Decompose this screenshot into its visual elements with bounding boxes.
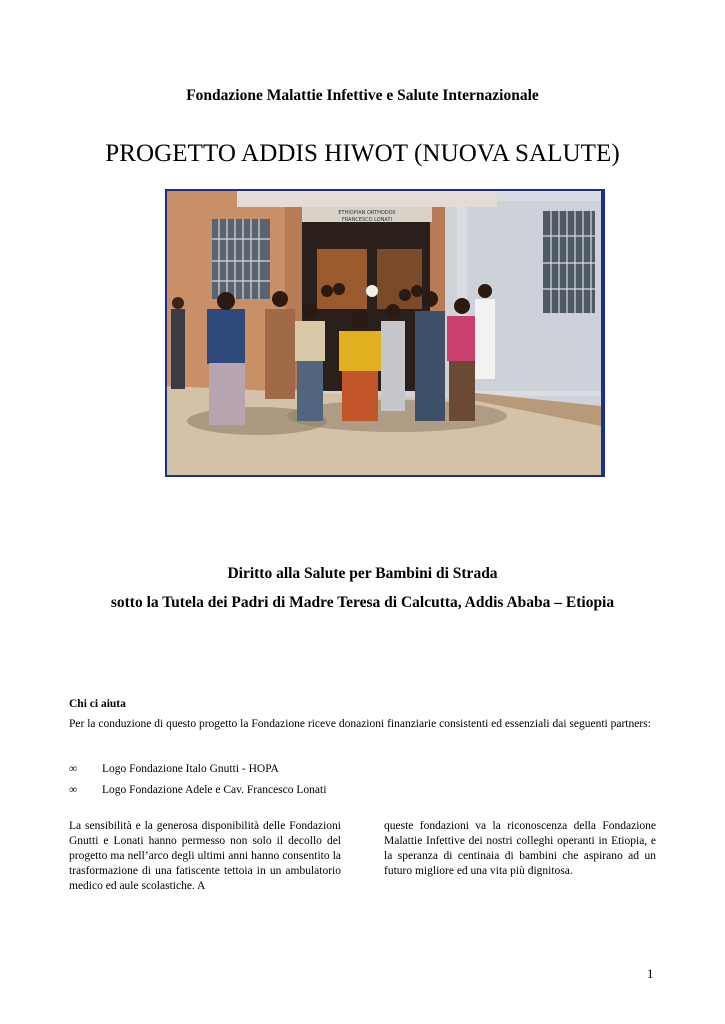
sign-line2: FRANCESCO LONATI	[342, 217, 392, 223]
body-column-right: queste fondazioni va la riconoscenza della Fondazione Malattie Infettive dei nostri colleghi operanti in Etiopia, e la speranza di centinaia di bambini che aspirano ad un futuro migliore ed una vita più dignitosa.	[384, 820, 656, 877]
subtitle-line2: sotto la Tutela dei Padri di Madre Teresa di Calcutta, Addis Ababa – Etiopia	[110, 594, 615, 611]
sign-line1: ETHIOPIAN ORTHODOX	[338, 210, 396, 216]
list-item-text: Logo Fondazione Adele e Cav. Francesco Lonati	[102, 784, 327, 796]
infinity-bullet-icon: ∞	[69, 763, 78, 775]
page-number: 1	[647, 966, 654, 981]
intro-paragraph: Per la conduzione di questo progetto la Fondazione riceve donazioni finanziarie consistenti ed essenziali dai seguenti partners:	[69, 718, 651, 730]
list-item-text: Logo Fondazione Italo Gnutti - HOPA	[102, 763, 279, 775]
document-title: PROGETTO ADDIS HIWOT (NUOVA SALUTE)	[105, 140, 620, 167]
body-column-left: La sensibilità e la generosa disponibilità delle Fondazioni Gnutti e Lonati hanno permesso non solo il decollo del progetto ma nell’arco degli ultimi anni hanno consentito la trasformazione di una fatiscente tettoia in un ambulatorio medico ed aule scolastiche. A	[69, 820, 341, 892]
list-item	[69, 784, 326, 796]
organization-name: Fondazione Malattie Infettive e Salute Internazionale	[186, 87, 539, 104]
list-item	[69, 763, 279, 775]
section-heading: Chi ci aiuta	[69, 698, 126, 710]
group-photo	[165, 189, 605, 477]
infinity-bullet-icon: ∞	[69, 784, 78, 796]
subtitle-line1: Diritto alla Salute per Bambini di Strada	[227, 565, 498, 582]
